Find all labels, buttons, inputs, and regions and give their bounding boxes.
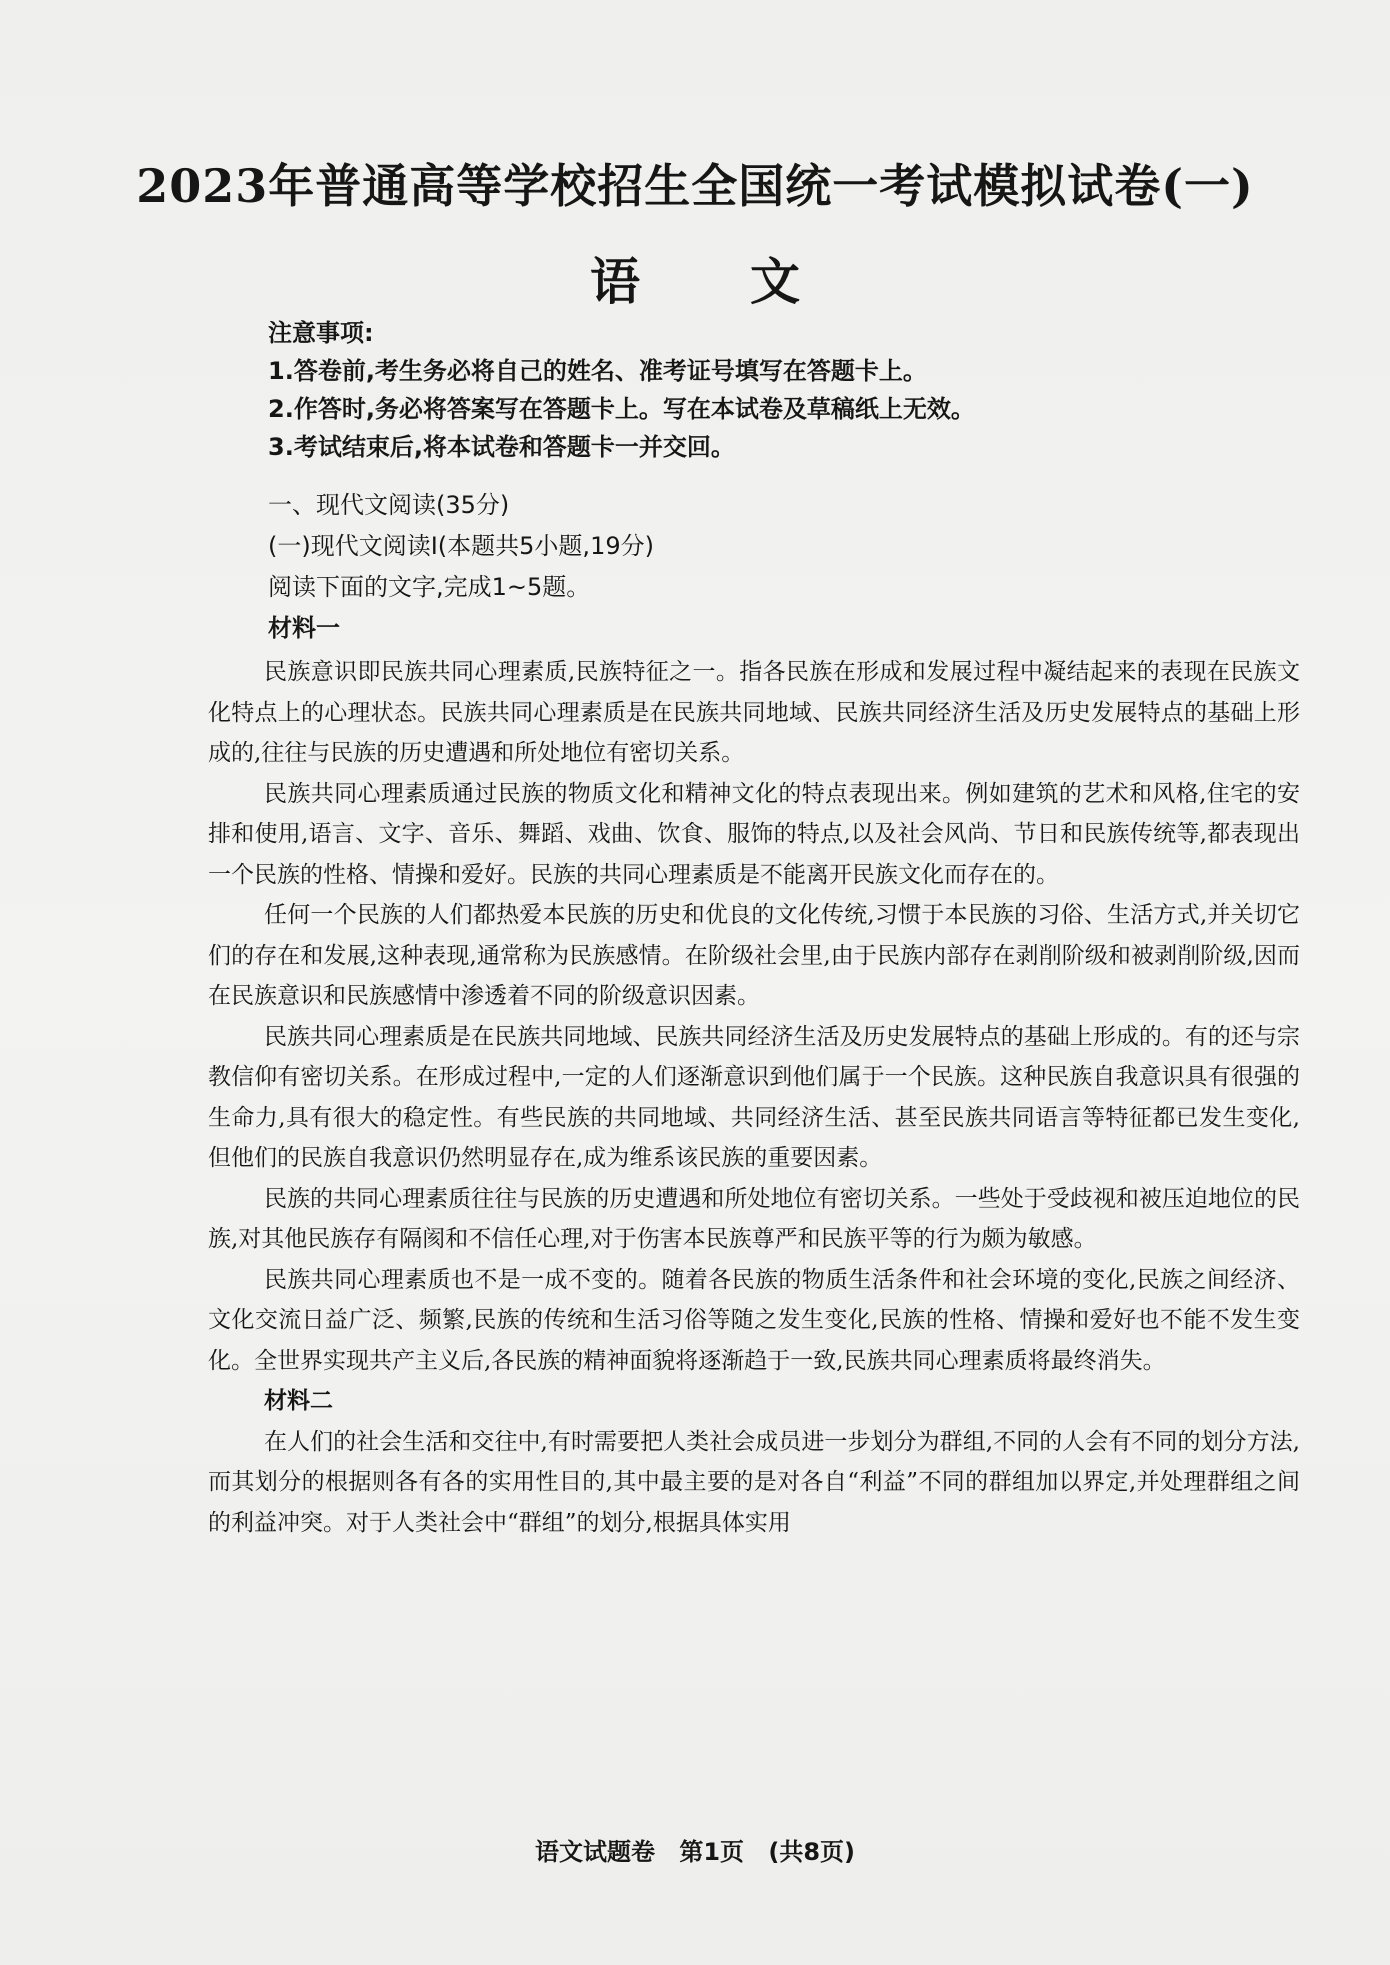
- reading-passage: [208, 652, 1300, 1543]
- notes-item: 2.作答时,务必将答案写在答题卡上。写在本试卷及草稿纸上无效。: [268, 395, 975, 423]
- footer-page-total: (共8页): [768, 1838, 856, 1866]
- footer-paper-name: 语文试题卷: [534, 1838, 655, 1866]
- passage-paragraph: 在人们的社会生活和交往中,有时需要把人类社会成员进一步划分为群组,不同的人会有不同的划分方法,而其划分的根据则各有各的实用性目的,其中最主要的是对各自“利益”不同的群组加以界定,并处理群组之间的利益冲突。对于人类社会中“群组”的划分,根据具体实用: [208, 1428, 1300, 1536]
- subject-title: 语文: [590, 252, 910, 311]
- passage-paragraph: 任何一个民族的人们都热爱本民族的历史和优良的文化传统,习惯于本民族的习俗、生活方式,并关切它们的存在和发展,这种表现,通常称为民族感情。在阶级社会里,由于民族内部存在剥削阶级和被剥削阶级,因而在民族意识和民族感情中渗透着不同的阶级意识因素。: [208, 902, 1300, 1009]
- section-heading: 一、现代文阅读(35分): [268, 491, 510, 519]
- notes-item: 3.考试结束后,将本试卷和答题卡一并交回。: [268, 433, 735, 461]
- notes-item: 1.答卷前,考生务必将自己的姓名、准考证号填写在答题卡上。: [268, 357, 927, 385]
- page-footer: [0, 1832, 1390, 1867]
- passage-paragraph: 民族意识即民族共同心理素质,民族特征之一。指各民族在形成和发展过程中凝结起来的表现在民族文化特点上的心理状态。民族共同心理素质是在民族共同地域、民族共同经济生活及历史发展特点的基础上形成的,往往与民族的历史遭遇和所处地位有密切关系。: [208, 659, 1300, 766]
- footer-page-number: 第1页: [679, 1838, 745, 1866]
- material1-label: 材料一: [268, 614, 340, 642]
- passage-paragraph: 民族共同心理素质通过民族的物质文化和精神文化的特点表现出来。例如建筑的艺术和风格,住宅的安排和使用,语言、文字、音乐、舞蹈、戏曲、饮食、服饰的特点,以及社会风尚、节日和民族传统等,都表现出一个民族的性格、情操和爱好。民族的共同心理素质是不能离开民族文化而存在的。: [208, 780, 1300, 888]
- material2-label: 材料二: [264, 1388, 333, 1414]
- section-instruction: 阅读下面的文字,完成1~5题。: [268, 573, 591, 601]
- section-subheading: (一)现代文阅读I(本题共5小题,19分): [268, 532, 654, 560]
- passage-paragraph: 民族的共同心理素质往往与民族的历史遭遇和所处地位有密切关系。一些处于受歧视和被压迫地位的民族,对其他民族存有隔阂和不信任心理,对于伤害本民族尊严和民族平等的行为颇为敏感。: [208, 1185, 1300, 1252]
- notes-heading: 注意事项:: [268, 319, 374, 347]
- exam-title: 2023年普通高等学校招生全国统一考试模拟试卷(一): [136, 159, 1254, 213]
- exam-notes: [268, 314, 1288, 466]
- passage-paragraph: 民族共同心理素质是在民族共同地域、民族共同经济生活及历史发展特点的基础上形成的。有的还与宗教信仰有密切关系。在形成过程中,一定的人们逐渐意识到他们属于一个民族。这种民族自我意识具有很强的生命力,具有很大的稳定性。有些民族的共同地域、共同经济生活、甚至民族共同语言等特征都已发生变化,但他们的民族自我意识仍然明显存在,成为维系该民族的重要因素。: [208, 1023, 1300, 1171]
- passage-paragraph: 民族共同心理素质也不是一成不变的。随着各民族的物质生活条件和社会环境的变化,民族之间经济、文化交流日益广泛、频繁,民族的传统和生活习俗等随之发生变化,民族的性格、情操和爱好也不能不发生变化。全世界实现共产主义后,各民族的精神面貌将逐渐趋于一致,民族共同心理素质将最终消失。: [208, 1266, 1300, 1374]
